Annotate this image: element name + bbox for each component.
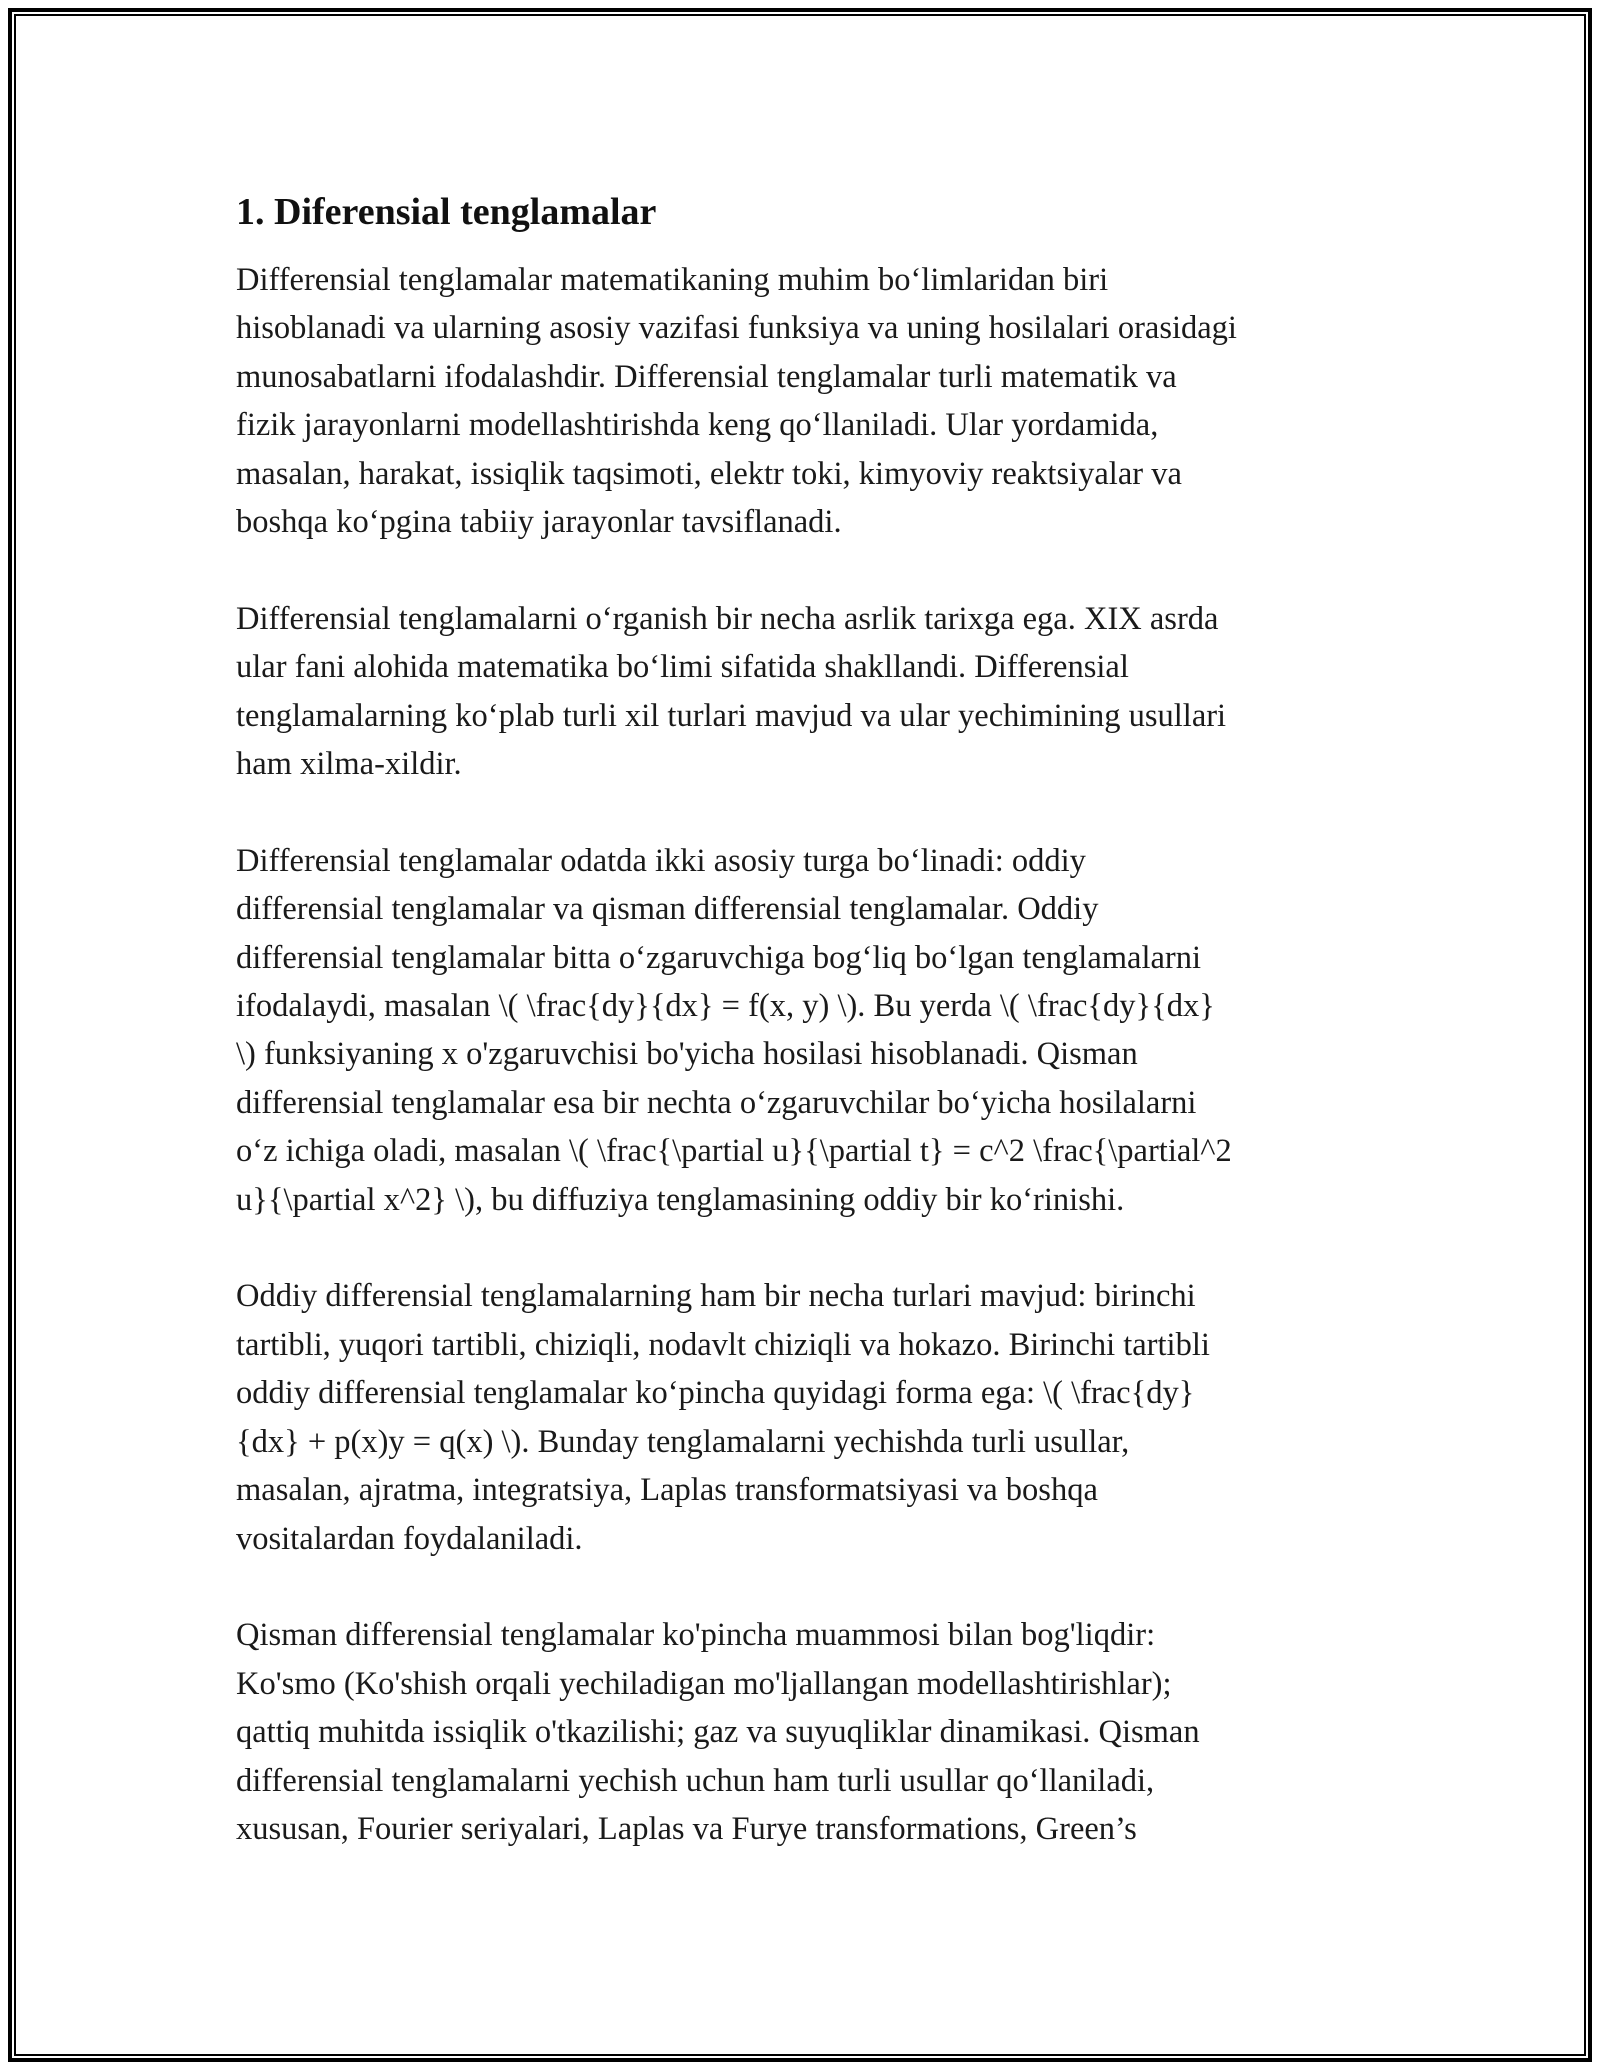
text-line: ifodalaydi, masalan \( \frac{dy}{dx} = f(x, y) \). Bu yerda \( \frac{dy}{dx}	[236, 988, 1215, 1025]
text-line: tartibli, yuqori tartibli, chiziqli, nodavlt chiziqli va hokazo. Birinchi tartibli	[236, 1326, 1210, 1363]
text-line: munosabatlarni ifodalashdir. Differensial tenglamalar turli matematik va	[236, 358, 1177, 395]
text-line: Differensial tenglamalarni o‘rganish bir necha asrlik tarixga ega. XIX asrda	[236, 600, 1219, 637]
paragraph-2	[236, 595, 1368, 789]
text-line: ular fani alohida matematika bo‘limi sifatida shakllandi. Differensial	[236, 649, 1129, 686]
section-heading: 1. Diferensial tenglamalar	[236, 191, 657, 233]
text-line: Qisman differensial tenglamalar ko'pincha muammosi bilan bog'liqdir:	[236, 1617, 1156, 1654]
text-line: masalan, ajratma, integratsiya, Laplas transformatsiyasi va boshqa	[236, 1472, 1098, 1509]
text-line: ham xilma-xildir.	[236, 746, 462, 783]
text-line: masalan, harakat, issiqlik taqsimoti, elektr toki, kimyoviy reaktsiyalar va	[236, 455, 1182, 492]
document-body	[236, 186, 1368, 1902]
text-line: xususan, Fourier seriyalari, Laplas va Furye transformations, Green’s	[236, 1810, 1137, 1847]
text-line: qattiq muhitda issiqlik o'tkazilishi; gaz va suyuqliklar dinamikasi. Qisman	[236, 1714, 1200, 1751]
text-line: differensial tenglamalar va qisman differensial tenglamalar. Oddiy	[236, 891, 1099, 928]
text-line: u}{\partial x^2} \), bu diffuziya tenglamasining oddiy bir ko‘rinishi.	[236, 1181, 1125, 1218]
text-line: Differensial tenglamalar odatda ikki asosiy turga bo‘linadi: oddiy	[236, 842, 1086, 879]
paragraph-3	[236, 837, 1368, 1224]
text-line: Differensial tenglamalar matematikaning muhim bo‘limlaridan biri	[236, 262, 1109, 298]
text-line: oddiy differensial tenglamalar ko‘pincha quyidagi forma ega: \( \frac{dy}	[236, 1375, 1195, 1412]
text-line: {dx} + p(x)y = q(x) \). Bunday tenglamalarni yechishda turli usullar,	[236, 1423, 1130, 1460]
paragraph-5	[236, 1611, 1368, 1853]
text-line: tenglamalarning ko‘plab turli xil turlari mavjud va ular yechimining usullari	[236, 697, 1227, 734]
paragraph-1	[236, 256, 1368, 546]
text-line: differensial tenglamalar esa bir nechta o‘zgaruvchilar bo‘yicha hosilalarni	[236, 1084, 1197, 1121]
paragraph-4	[236, 1272, 1368, 1562]
text-line: boshqa ko‘pgina tabiiy jarayonlar tavsiflanadi.	[236, 504, 842, 541]
text-line: hisoblanadi va ularning asosiy vazifasi funksiya va uning hosilalari orasidagi	[236, 310, 1237, 347]
text-line: \) funksiyaning x o'zgaruvchisi bo'yicha hosilasi hisoblanadi. Qisman	[236, 1036, 1138, 1073]
text-line: differensial tenglamalar bitta o‘zgaruvchiga bog‘liq bo‘lgan tenglamalarni	[236, 939, 1202, 976]
text-line: fizik jarayonlarni modellashtirishda keng qo‘llaniladi. Ular yordamida,	[236, 407, 1159, 444]
text-line: o‘z ichiga oladi, masalan \( \frac{\partial u}{\partial t} = c^2 \frac{\partial^2	[236, 1133, 1232, 1170]
text-line: vositalardan foydalaniladi.	[236, 1520, 583, 1557]
text-line: Oddiy differensial tenglamalarning ham bir necha turlari mavjud: birinchi	[236, 1278, 1196, 1315]
text-line: Ko'smo (Ko'shish orqali yechiladigan mo'ljallangan modellashtirishlar);	[236, 1665, 1172, 1702]
text-line: differensial tenglamalarni yechish uchun ham turli usullar qo‘llaniladi,	[236, 1762, 1155, 1799]
